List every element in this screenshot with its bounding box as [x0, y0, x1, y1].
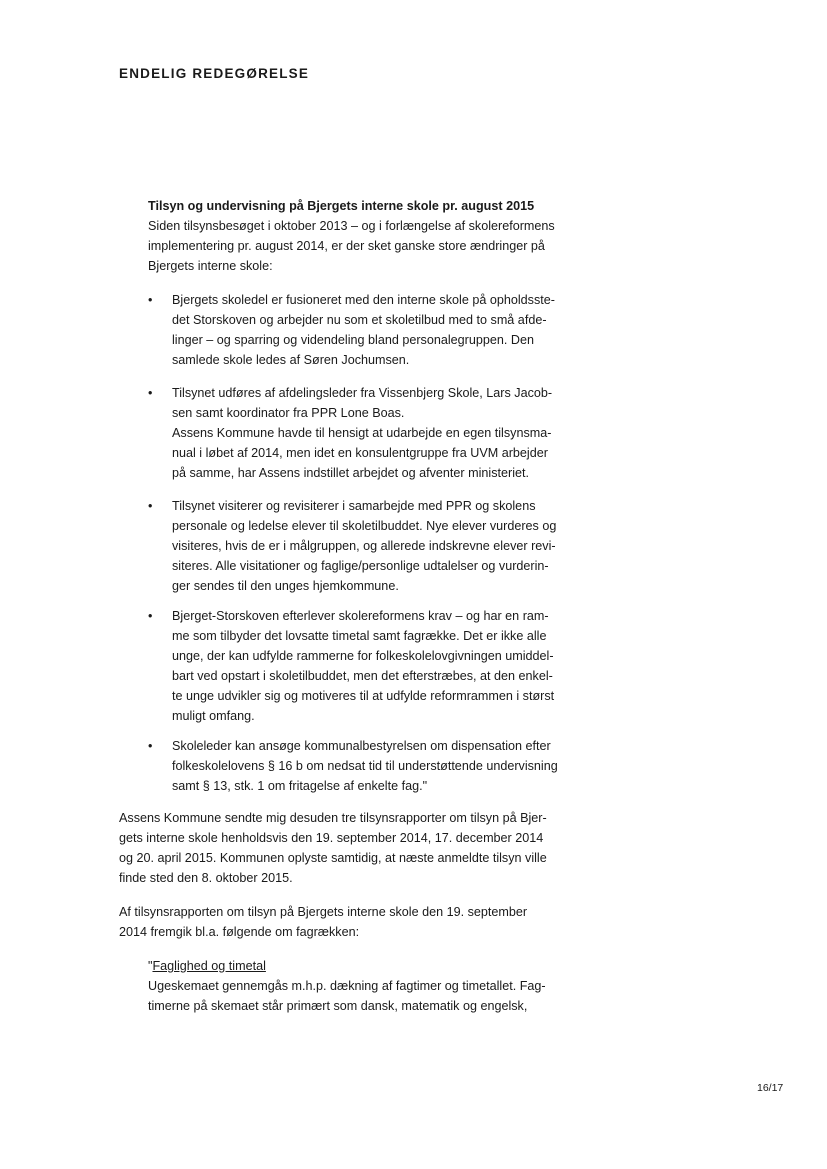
text-line: muligt omfang. — [172, 709, 255, 723]
text-line: på samme, har Assens indstillet arbejdet og afventer ministeriet. — [172, 466, 529, 480]
text-line: ger sendes til den unges hjemkommune. — [172, 579, 399, 593]
text-line: folkeskolelovens § 16 b om nedsat tid til understøttende undervisning — [172, 759, 558, 773]
bullet-item — [148, 290, 584, 370]
subsection-heading-line — [148, 956, 588, 976]
bullet-item — [148, 383, 584, 483]
text-line: Siden tilsynsbesøget i oktober 2013 – og i forlængelse af skolereformens — [148, 219, 555, 233]
text-line: te unge udvikler sig og motiveres til at udfylde reformrammen i størst — [172, 689, 555, 703]
text-line: siteres. Alle visitationer og faglige/personlige udtalelser og vurderin- — [172, 559, 549, 573]
section-title: Tilsyn og undervisning på Bjergets interne skole pr. august 2015 — [148, 199, 535, 213]
bullet-item — [148, 496, 584, 596]
body-paragraph — [119, 902, 589, 942]
body-paragraph — [119, 808, 589, 888]
quoted-section — [148, 196, 588, 793]
text-line: personale og ledelse elever til skoletilbuddet. Nye elever vurderes og — [172, 519, 557, 533]
text-line: visiteres, hvis de er i målgruppen, og allerede indskrevne elever revi- — [172, 539, 556, 553]
text-line: Bjergets interne skole: — [148, 259, 273, 273]
text-line: unge, der kan udfylde rammerne for folkeskolelovgivningen umiddel- — [172, 649, 554, 663]
text-line: me som tilbyder det lovsatte timetal samt fagrække. Det er ikke alle — [172, 629, 547, 643]
text-line: samt § 13, stk. 1 om fritagelse af enkelte fag." — [172, 779, 428, 793]
text-line: gets interne skole henholdsvis den 19. september 2014, 17. december 2014 — [119, 831, 544, 845]
bullet-icon: • — [148, 739, 153, 753]
text-line: finde sted den 8. oktober 2015. — [119, 871, 293, 885]
text-line: implementering pr. august 2014, er der sket ganske store ændringer på — [148, 239, 545, 253]
text-line: Assens Kommune havde til hensigt at udarbejde en egen tilsynsma- — [172, 426, 552, 440]
quoted-subsection — [148, 956, 588, 1016]
text-line: nual i løbet af 2014, men idet en konsulentgruppe fra UVM arbejder — [172, 446, 548, 460]
bullet-icon: • — [148, 609, 153, 623]
document-header: ENDELIG REDEGØRELSE — [119, 66, 310, 81]
text-line: samlede skole ledes af Søren Jochumsen. — [172, 353, 410, 367]
text-line: Tilsynet visiterer og revisiterer i samarbejde med PPR og skolens — [172, 499, 536, 513]
bullet-item — [148, 736, 584, 796]
bullet-icon: • — [148, 386, 153, 400]
intro-paragraph — [148, 216, 588, 276]
text-line: Assens Kommune sendte mig desuden tre tilsynsrapporter om tilsyn på Bjer- — [119, 811, 547, 825]
subsection-heading: Faglighed og timetal — [152, 959, 266, 973]
text-line: det Storskoven og arbejder nu som et skoletilbud med to små afde- — [172, 313, 547, 327]
text-line: 2014 fremgik bl.a. følgende om fagrækken: — [119, 925, 360, 939]
bullet-icon: • — [148, 499, 153, 513]
text-line: Ugeskemaet gennemgås m.h.p. dækning af fagtimer og timetallet. Fag- — [148, 979, 546, 993]
text-line: Skoleleder kan ansøge kommunalbestyrelsen om dispensation efter — [172, 739, 551, 753]
text-line: linger – og sparring og videndeling bland personalegruppen. Den — [172, 333, 534, 347]
text-line: Bjergets skoledel er fusioneret med den interne skole på opholdsste- — [172, 293, 555, 307]
text-line: sen samt koordinator fra PPR Lone Boas. — [172, 406, 405, 420]
text-line: og 20. april 2015. Kommunen oplyste samtidig, at næste anmeldte tilsyn ville — [119, 851, 547, 865]
text-line: bart ved opstart i skoletilbuddet, men det efterstræbes, at den enkel- — [172, 669, 553, 683]
bullet-item — [148, 606, 584, 726]
text-line: timerne på skemaet står primært som dansk, matematik og engelsk, — [148, 999, 528, 1013]
open-quote-mark: " — [148, 959, 153, 973]
text-line: Tilsynet udføres af afdelingsleder fra Vissenbjerg Skole, Lars Jacob- — [172, 386, 553, 400]
text-line: Bjerget-Storskoven efterlever skolereformens krav – og har en ram- — [172, 609, 549, 623]
bullet-icon: • — [148, 293, 153, 307]
text-line: Af tilsynsrapporten om tilsyn på Bjergets interne skole den 19. september — [119, 905, 528, 919]
page-number: 16/17 — [757, 1082, 784, 1094]
